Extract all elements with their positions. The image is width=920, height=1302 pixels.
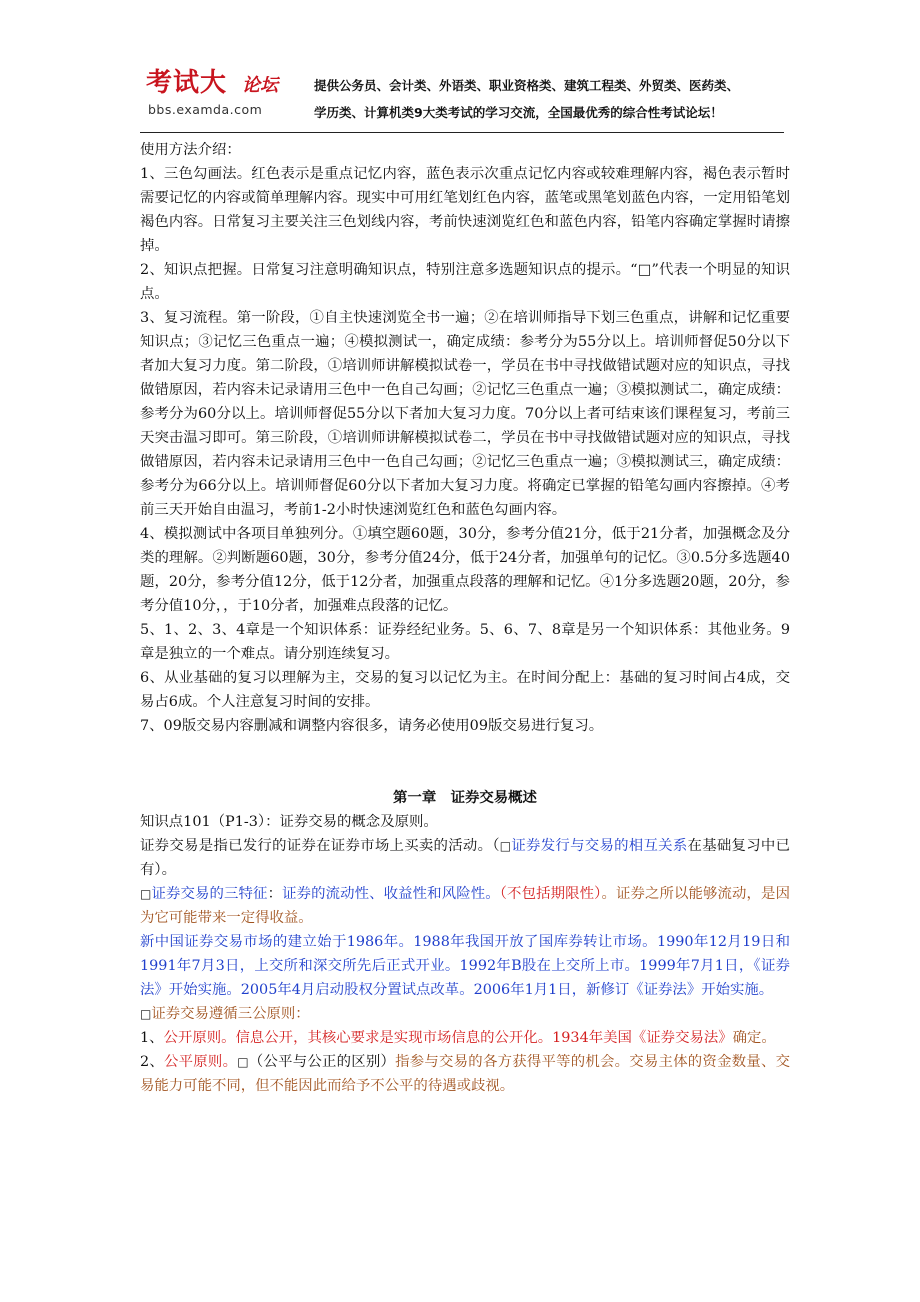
intro-item: 5、1、2、3、4章是一个知识体系：证券经纪业务。5、6、7、8章是另一个知识体系：其他业务。9章是独立的一个难点。请分别连续复习。 xyxy=(140,622,790,662)
principle-fair xyxy=(140,1050,790,1098)
principle-fair-note: （公平与公正的区别） xyxy=(248,1054,396,1070)
features-list: 证券的流动性、收益性和风险性。 xyxy=(282,886,500,902)
slogan-line-1: 提供公务员、会计类、外语类、职业资格类、建筑工程类、外贸类、医药类、 xyxy=(314,78,740,93)
knowledge-point-box-icon: □ xyxy=(499,839,512,853)
features-paragraph xyxy=(140,882,790,930)
principle-fair-title: 公平原则。 xyxy=(164,1054,238,1070)
principles-heading xyxy=(140,1002,790,1026)
definition-paragraph xyxy=(140,834,790,882)
definition-highlight: 证券发行与交易的相互关系 xyxy=(511,838,688,854)
features-colon: ： xyxy=(267,886,283,902)
intro-item: 2、知识点把握。日常复习注意明确知识点，特别注意多选题知识点的提示。“□”代表一个明显的知识点。 xyxy=(140,262,790,302)
site-logo-forum: 论坛 xyxy=(242,75,278,96)
principle-fair-text: 指参与交易的各方获得平等的机会。交易主体的资金数量、交易能力可能不同，但不能因此而给予不公平的待遇或歧视。 xyxy=(140,1054,790,1094)
document-body xyxy=(140,138,790,1098)
definition-text: 证券交易是指已发行的证券在证券市场上买卖的活动。（ xyxy=(140,838,500,854)
site-url[interactable]: bbs.examda.com xyxy=(148,102,263,117)
site-logo[interactable]: 考试大 xyxy=(146,68,228,98)
definition-tail: 在基础复习中已有）。 xyxy=(140,838,790,878)
principle-public-text: 公开原则。信息公开，其核心要求是实现市场信息的公开化。1934年美国《证券交易法》 xyxy=(163,1030,733,1046)
intro-item: 1、三色勾画法。红色表示是重点记忆内容，蓝色表示次重点记忆内容或较难理解内容，褐色表示暂时需要记忆的内容或简单理解内容。现实中可用红笔划红色内容，蓝笔或黑笔划蓝色内容，一定用铅笔划褐色内容。日常复习主要关注三色划线内容，考前快速浏览红色和蓝色内容，铅笔内容确定掌握时请擦掉。 xyxy=(140,166,790,254)
knowledge-point-heading: 知识点101（P1-3）：证券交易的概念及原则。 xyxy=(140,814,438,830)
header-divider xyxy=(140,132,784,133)
principle-public xyxy=(140,1026,790,1050)
intro-item: 4、模拟测试中各项目单独列分。①填空题60题，30分，参考分值21分，低于21分者，加强概念及分类的理解。②判断题60题，30分，参考分值24分，低于24分者，加强单句的记忆。③0.5分多选题40题，20分，参考分值12分，低于12分者，加强重点段落的理解和记忆。④1分多选题20题，20分，参考分值10分，，于10分者，加强难点段落的记忆。 xyxy=(140,526,790,614)
history-paragraph: 新中国证券交易市场的建立始于1986年。1988年我国开放了国库券转让市场。1990年12月19日和1991年7月3日，上交所和深交所先后正式开业。1992年B股在上交所上市。1999年7月1日，《证券法》开始实施。2005年4月启动股权分置试点改革。2006年1月1日，新修订《证券法》开始实施。 xyxy=(140,934,790,998)
knowledge-point-box-icon: □ xyxy=(140,887,152,901)
intro-title: 使用方法介绍： xyxy=(140,142,241,158)
knowledge-point-box-icon: □ xyxy=(140,1007,152,1021)
features-explanation: 。证券之所以能够流动，是因为它可能带来一定得收益。 xyxy=(140,886,790,926)
principles-title: 证券交易遵循三公原则： xyxy=(151,1006,310,1022)
principle-public-tail: 确定。 xyxy=(732,1030,776,1046)
section-spacer xyxy=(140,738,790,786)
features-note: （不包括期限性） xyxy=(499,886,602,902)
principle-number: 2、 xyxy=(140,1054,165,1070)
features-label: 证券交易的三特征 xyxy=(151,886,268,902)
chapter-title: 第一章 证券交易概述 xyxy=(393,789,537,806)
knowledge-point-box-icon: □ xyxy=(237,1055,249,1069)
site-header xyxy=(146,66,786,130)
intro-item: 3、复习流程。第一阶段，①自主快速浏览全书一遍；②在培训师指导下划三色重点，讲解和记忆重要知识点；③记忆三色重点一遍；④模拟测试一，确定成绩：参考分为55分以上。培训师督促50分以下者加大复习力度。第二阶段，①培训师讲解模拟试卷一，学员在书中寻找做错试题对应的知识点，寻找做错原因，若内容未记录请用三色中一色自己勾画；②记忆三色重点一遍；③模拟测试二，确定成绩：参考分为60分以上。培训师督促55分以下者加大复习力度。70分以上者可结束该们课程复习，考前三天突击温习即可。第三阶段，①培训师讲解模拟试卷二，学员在书中寻找做错试题对应的知识点，寻找做错原因，若内容未记录请用三色中一色自己勾画；②记忆三色重点一遍；③模拟测试三，确定成绩：参考分为66分以上。培训师督促60分以下者加大复习力度。将确定已掌握的铅笔勾画内容擦掉。④考前三天开始自由温习，考前1-2小时快速浏览红色和蓝色勾画内容。 xyxy=(140,310,790,518)
site-slogan xyxy=(314,72,794,126)
principle-number: 1、 xyxy=(140,1030,164,1046)
intro-item: 7、09版交易内容删减和调整内容很多，请务必使用09版交易进行复习。 xyxy=(140,718,604,734)
slogan-line-2: 学历类、计算机类9大类考试的学习交流，全国最优秀的综合性考试论坛！ xyxy=(314,105,723,120)
intro-item: 6、从业基础的复习以理解为主，交易的复习以记忆为主。在时间分配上：基础的复习时间占4成，交易占6成。个人注意复习时间的安排。 xyxy=(140,670,790,710)
